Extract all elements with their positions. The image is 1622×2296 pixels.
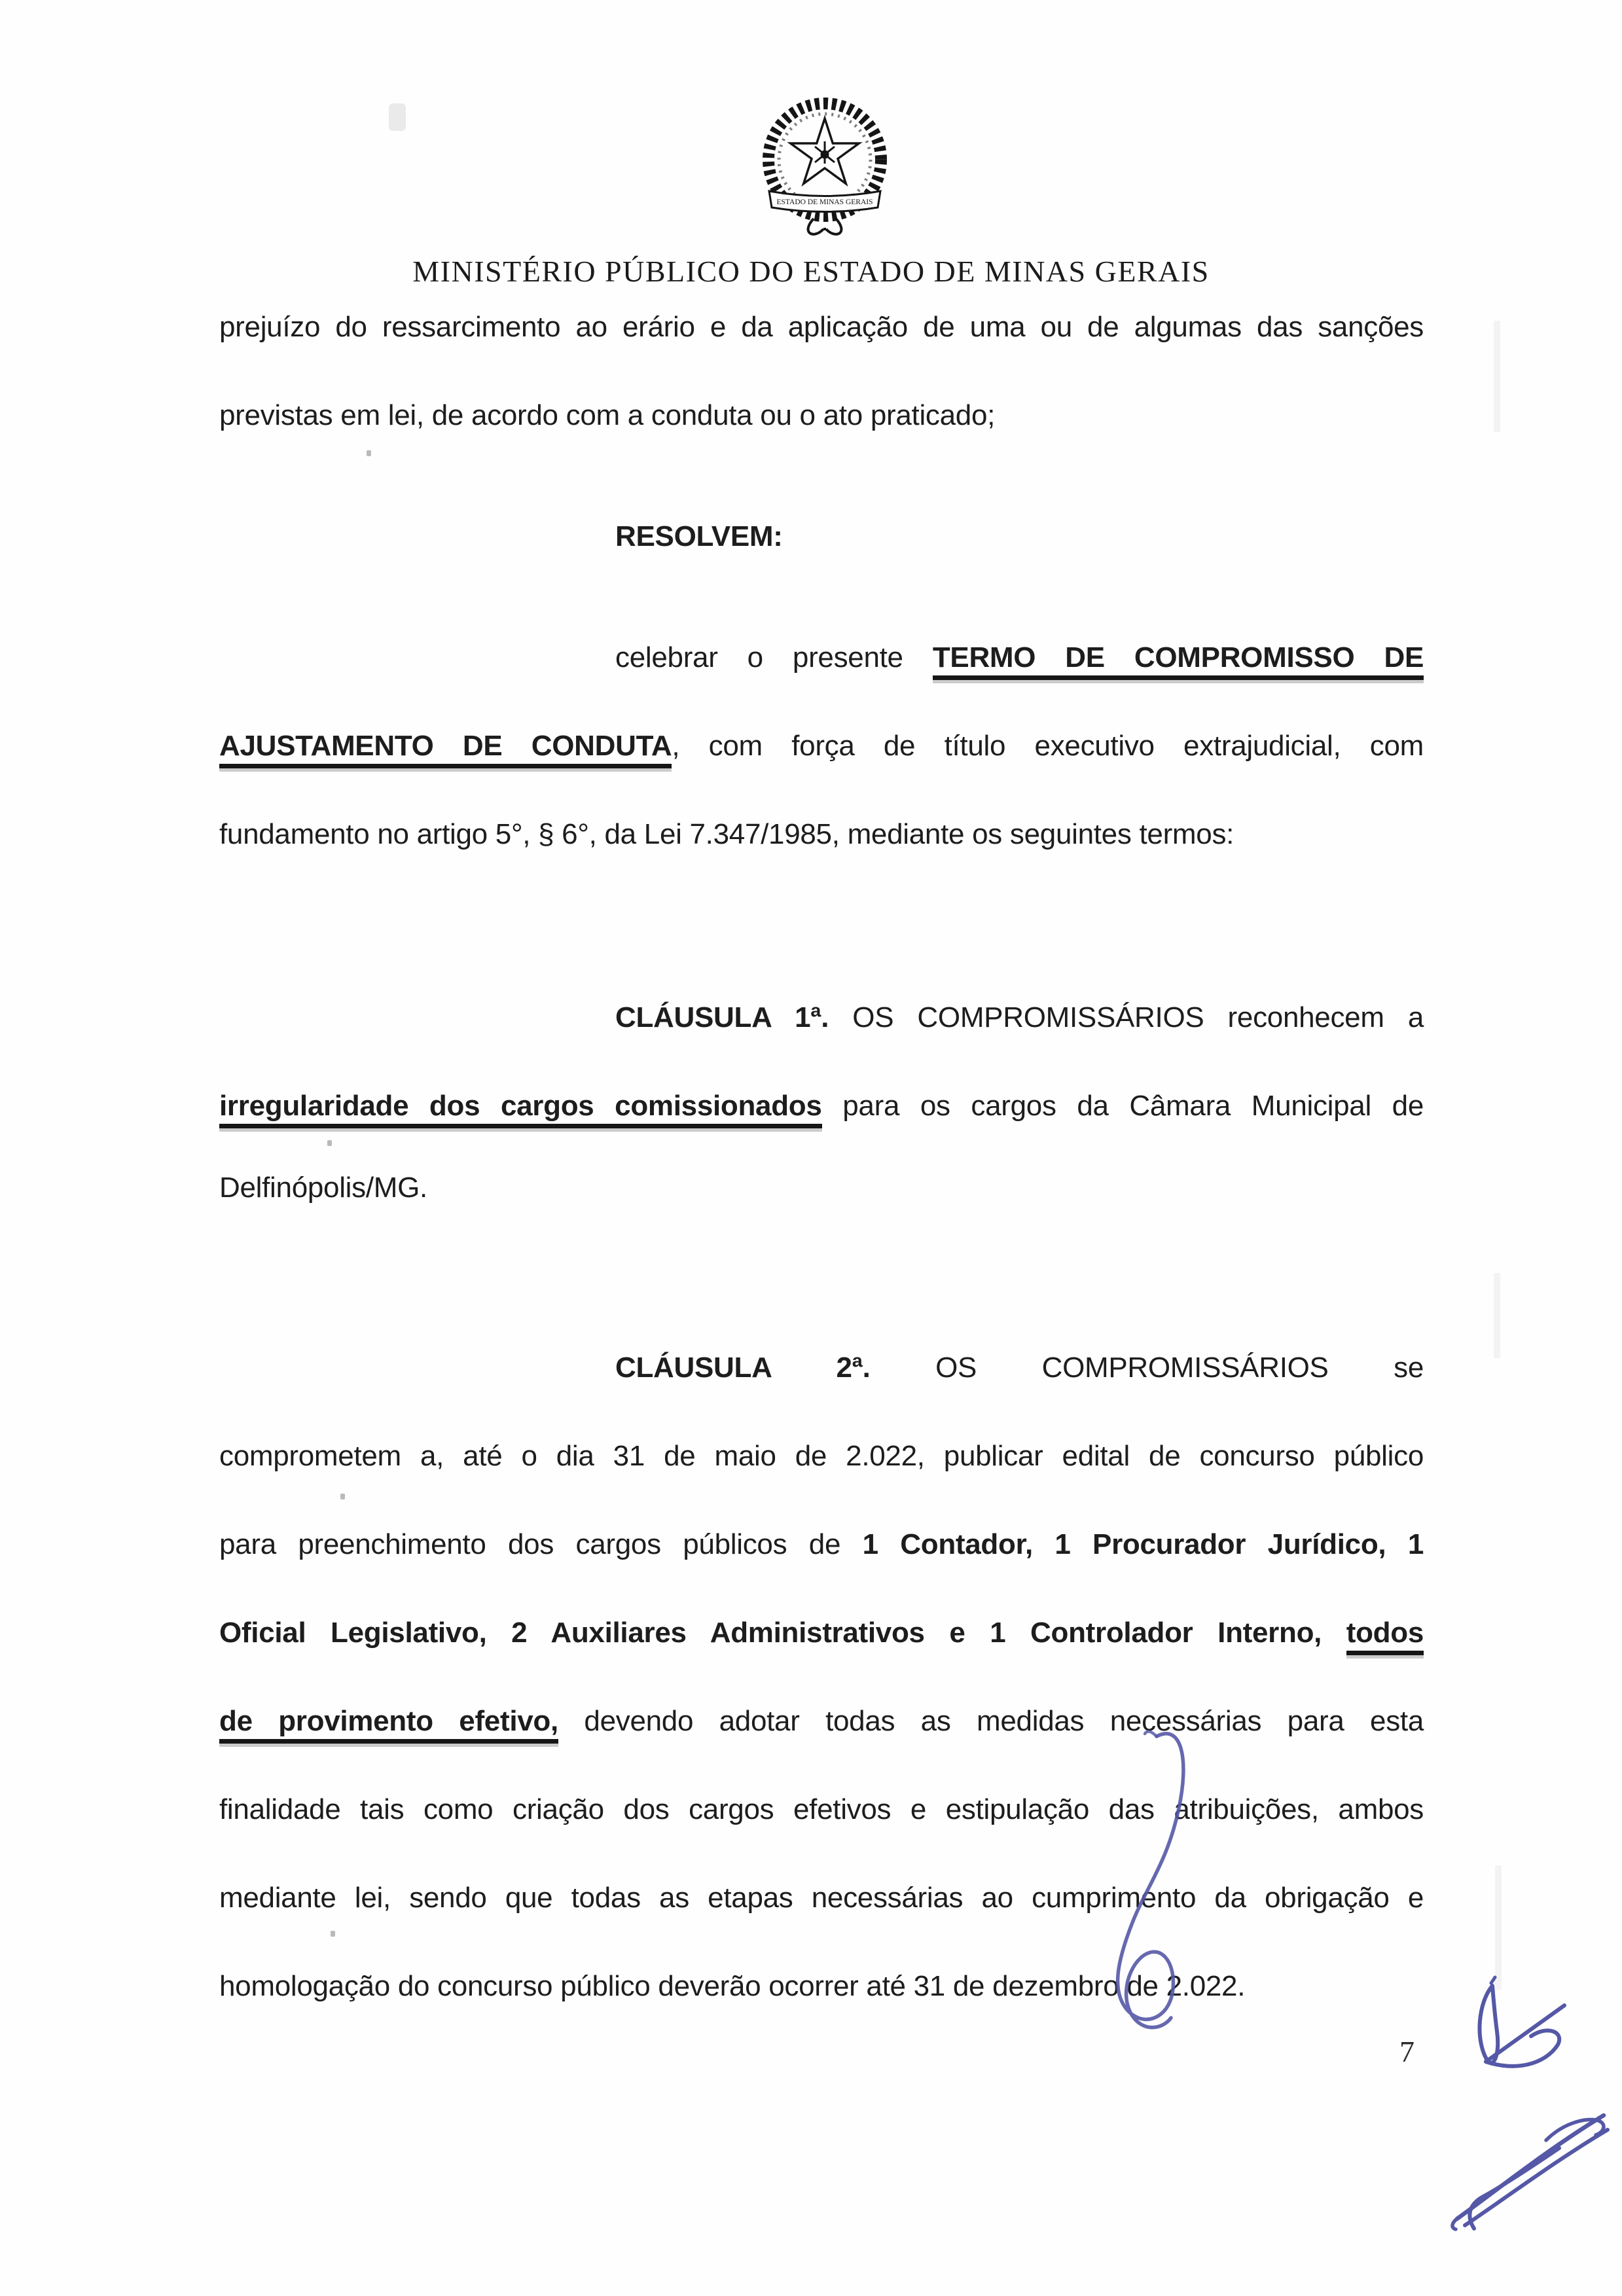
text-run: celebrar o presente bbox=[615, 641, 933, 673]
irregularidade-phrase: irregularidade dos cargos comissionados bbox=[219, 1090, 822, 1128]
text-run: previstas em lei, de acordo com a conduta ou o ato praticado; bbox=[219, 399, 996, 431]
text-run: finalidade tais como criação dos cargos efetivos e estipulação das atribuições, ambos bbox=[219, 1793, 1424, 1825]
cargos-list: 1 Contador, 1 Procurador Jurídico, 1 bbox=[862, 1528, 1424, 1560]
paragraph-line bbox=[219, 728, 1424, 764]
clause-number: CLÁUSULA 1ª. bbox=[615, 1001, 829, 1033]
page-number: 7 bbox=[1399, 2035, 1415, 2068]
text-run: para preenchimento dos cargos públicos de bbox=[219, 1528, 863, 1560]
provimento-efetivo-phrase: de provimento efetivo, bbox=[219, 1705, 558, 1744]
paragraph-line bbox=[219, 1703, 1424, 1739]
text-run: para os cargos da Câmara Municipal de bbox=[821, 1090, 1424, 1122]
paragraph-line bbox=[615, 639, 1424, 675]
paragraph-line bbox=[219, 309, 1424, 345]
text-run: OS COMPROMISSÁRIOS reconhecem a bbox=[829, 1001, 1424, 1033]
paragraph-line bbox=[219, 1791, 1424, 1827]
text-run: OS COMPROMISSÁRIOS se bbox=[870, 1352, 1424, 1384]
signature-initials bbox=[1465, 1975, 1579, 2083]
paragraph-line bbox=[219, 397, 1424, 433]
scan-artifact bbox=[1495, 1865, 1502, 1990]
text-run: , com força de título executivo extrajudicial, com bbox=[672, 730, 1424, 762]
text-run: Delfinópolis/MG. bbox=[219, 1172, 427, 1204]
paragraph-line bbox=[219, 1526, 1424, 1562]
paragraph-line bbox=[219, 1438, 1424, 1474]
paragraph-line bbox=[219, 1880, 1424, 1916]
scan-artifact bbox=[331, 1931, 335, 1937]
text-run: RESOLVEM: bbox=[615, 520, 783, 552]
scan-artifact bbox=[389, 103, 406, 131]
signature-flourish bbox=[1083, 1725, 1221, 2052]
text-run: fundamento no artigo 5°, § 6°, da Lei 7.347/1985, mediante os seguintes termos: bbox=[219, 818, 1235, 850]
clausula-2-heading bbox=[615, 1350, 1424, 1386]
clausula-1-heading bbox=[615, 999, 1424, 1035]
paragraph-line bbox=[219, 1088, 1424, 1124]
minas-gerais-seal-icon bbox=[749, 94, 900, 242]
ajustamento-conduta-title: AJUSTAMENTO DE CONDUTA bbox=[219, 730, 672, 768]
scan-artifact bbox=[327, 1140, 332, 1146]
scan-artifact bbox=[1494, 1273, 1500, 1358]
text-run: devendo adotar todas as medidas necessárias para esta bbox=[558, 1705, 1424, 1737]
header-institution: MINISTÉRIO PÚBLICO DO ESTADO DE MINAS GERAIS bbox=[412, 255, 1210, 288]
paragraph-line bbox=[219, 1170, 1424, 1206]
paragraph-line bbox=[219, 816, 1424, 852]
scan-artifact bbox=[367, 450, 371, 456]
text-run: prejuízo do ressarcimento ao erário e da aplicação de uma ou de algumas das sanções bbox=[219, 311, 1424, 343]
seal-banner-text: ESTADO DE MINAS GERAIS bbox=[776, 198, 873, 206]
resolvem-heading bbox=[615, 518, 1424, 554]
signature-rubric bbox=[1448, 2093, 1617, 2234]
termo-compromisso-title: TERMO DE COMPROMISSO DE bbox=[933, 641, 1424, 680]
clause-number: CLÁUSULA 2ª. bbox=[615, 1352, 871, 1384]
cargos-list: Oficial Legislativo, 2 Auxiliares Administrativos e 1 Controlador Interno, bbox=[219, 1617, 1346, 1649]
text-run: homologação do concurso público deverão ocorrer até 31 de dezembro de 2.022. bbox=[219, 1970, 1246, 2002]
text-run: mediante lei, sendo que todas as etapas necessárias ao cumprimento da obrigação e bbox=[219, 1882, 1424, 1914]
paragraph-line bbox=[219, 1615, 1424, 1651]
paragraph-line bbox=[219, 1968, 1424, 2004]
scan-artifact bbox=[340, 1494, 345, 1499]
todos-phrase: todos bbox=[1346, 1617, 1424, 1655]
scan-artifact bbox=[1494, 321, 1500, 432]
text-run: comprometem a, até o dia 31 de maio de 2.022, publicar edital de concurso público bbox=[219, 1440, 1424, 1472]
